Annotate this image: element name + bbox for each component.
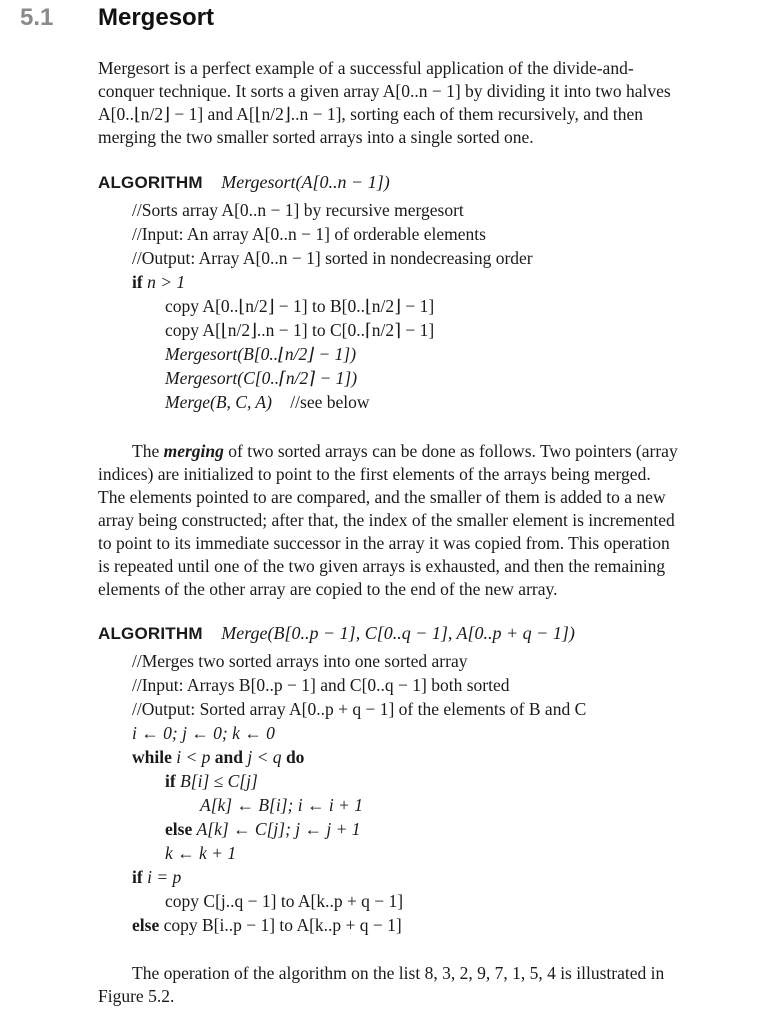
code-line: A[k] ← B[i]; i ← i + 1 bbox=[200, 795, 363, 815]
condition: B[i] ≤ C[j] bbox=[180, 771, 258, 791]
code-line: //Output: Sorted array A[0..p + q − 1] of the elements of B and C bbox=[132, 699, 587, 719]
intro-line: Mergesort is a perfect example of a successful application of the divide-and- bbox=[98, 58, 634, 78]
merging-line: to point to its immediate successor in the array it was copied from. This operation bbox=[98, 533, 670, 553]
code-line: //Input: An array A[0..n − 1] of orderable elements bbox=[132, 224, 486, 244]
code-line: copy C[j..q − 1] to A[k..p + q − 1] bbox=[165, 891, 404, 911]
code-line: k ← k + 1 bbox=[165, 843, 237, 863]
code-line bbox=[165, 817, 361, 841]
code-line: i ← 0; j ← 0; k ← 0 bbox=[132, 723, 275, 743]
merging-line: is repeated until one of the two given arrays is exhausted, and then the remaining bbox=[98, 556, 666, 576]
intro-paragraph bbox=[98, 57, 741, 149]
merge-call: Merge(B, C, A) bbox=[165, 392, 272, 412]
algorithm-mergesort-header bbox=[98, 172, 390, 193]
code-line bbox=[165, 769, 258, 793]
algorithm-signature: Merge(B[0..p − 1], C[0..q − 1], A[0..p + q − 1]) bbox=[221, 623, 575, 643]
condition: j < q bbox=[247, 747, 282, 767]
closing-line: Figure 5.2. bbox=[98, 986, 175, 1006]
condition: i = p bbox=[147, 867, 182, 887]
merging-line: The elements pointed to are compared, and the smaller of them is added to a new bbox=[98, 487, 666, 507]
section-number: 5.1 bbox=[20, 4, 54, 31]
closing-line: The operation of the algorithm on the list 8, 3, 2, 9, 7, 1, 5, 4 is illustrated in bbox=[132, 963, 665, 983]
code-line bbox=[132, 865, 181, 889]
code-line: copy A[⌊n/2⌋..n − 1] to C[0..⌈n/2⌉ − 1] bbox=[165, 320, 435, 340]
algorithm-signature: Mergesort(A[0..n − 1]) bbox=[221, 172, 390, 192]
statement: copy B[i..p − 1] to A[k..p + q − 1] bbox=[163, 915, 402, 935]
merging-line: The merging of two sorted arrays can be done as follows. Two pointers (array bbox=[132, 441, 678, 461]
merging-line: indices) are initialized to point to the first elements of the arrays being merged. bbox=[98, 464, 651, 484]
closing-paragraph bbox=[98, 962, 741, 1008]
algorithm-keyword: ALGORITHM bbox=[98, 624, 203, 643]
code-line: Mergesort(C[0..⌈n/2⌉ − 1]) bbox=[165, 368, 358, 388]
intro-line: merging the two smaller sorted arrays into a single sorted one. bbox=[98, 127, 534, 147]
keyword-and: and bbox=[214, 747, 244, 767]
code-line: Mergesort(B[0..⌊n/2⌋ − 1]) bbox=[165, 344, 357, 364]
code-line bbox=[132, 270, 185, 294]
merging-line: array being constructed; after that, the index of the smaller element is incremented bbox=[98, 510, 675, 530]
intro-line: conquer technique. It sorts a given array A[0..n − 1] by dividing it into two halves bbox=[98, 81, 671, 101]
comment: //see below bbox=[290, 392, 370, 412]
keyword-do: do bbox=[285, 747, 305, 767]
merging-paragraph bbox=[98, 440, 741, 601]
condition: n > 1 bbox=[147, 272, 186, 292]
code-line bbox=[132, 913, 402, 937]
term-merging: merging bbox=[163, 441, 224, 461]
condition: i < p bbox=[176, 747, 211, 767]
keyword-if: if bbox=[132, 867, 143, 887]
keyword-if: if bbox=[132, 272, 143, 292]
statement: A[k] ← C[j]; j ← j + 1 bbox=[196, 819, 361, 839]
algorithm-merge-header bbox=[98, 623, 575, 644]
code-line: //Sorts array A[0..n − 1] by recursive mergesort bbox=[132, 200, 464, 220]
algorithm-keyword: ALGORITHM bbox=[98, 173, 203, 192]
code-line: //Output: Array A[0..n − 1] sorted in nondecreasing order bbox=[132, 248, 533, 268]
keyword-while: while bbox=[132, 747, 172, 767]
code-line: //Input: Arrays B[0..p − 1] and C[0..q − 1] both sorted bbox=[132, 675, 510, 695]
keyword-else: else bbox=[132, 915, 160, 935]
keyword-else: else bbox=[165, 819, 193, 839]
merging-line: elements of the other array are copied to the end of the new array. bbox=[98, 579, 558, 599]
intro-line: A[0..⌊n/2⌋ − 1] and A[⌊n/2⌋..n − 1], sorting each of them recursively, and then bbox=[98, 104, 644, 124]
code-line: //Merges two sorted arrays into one sorted array bbox=[132, 651, 468, 671]
code-line bbox=[132, 745, 304, 769]
code-line: copy A[0..⌊n/2⌋ − 1] to B[0..⌊n/2⌋ − 1] bbox=[165, 296, 435, 316]
section-title: Mergesort bbox=[98, 4, 215, 31]
code-line bbox=[165, 390, 370, 414]
keyword-if: if bbox=[165, 771, 176, 791]
